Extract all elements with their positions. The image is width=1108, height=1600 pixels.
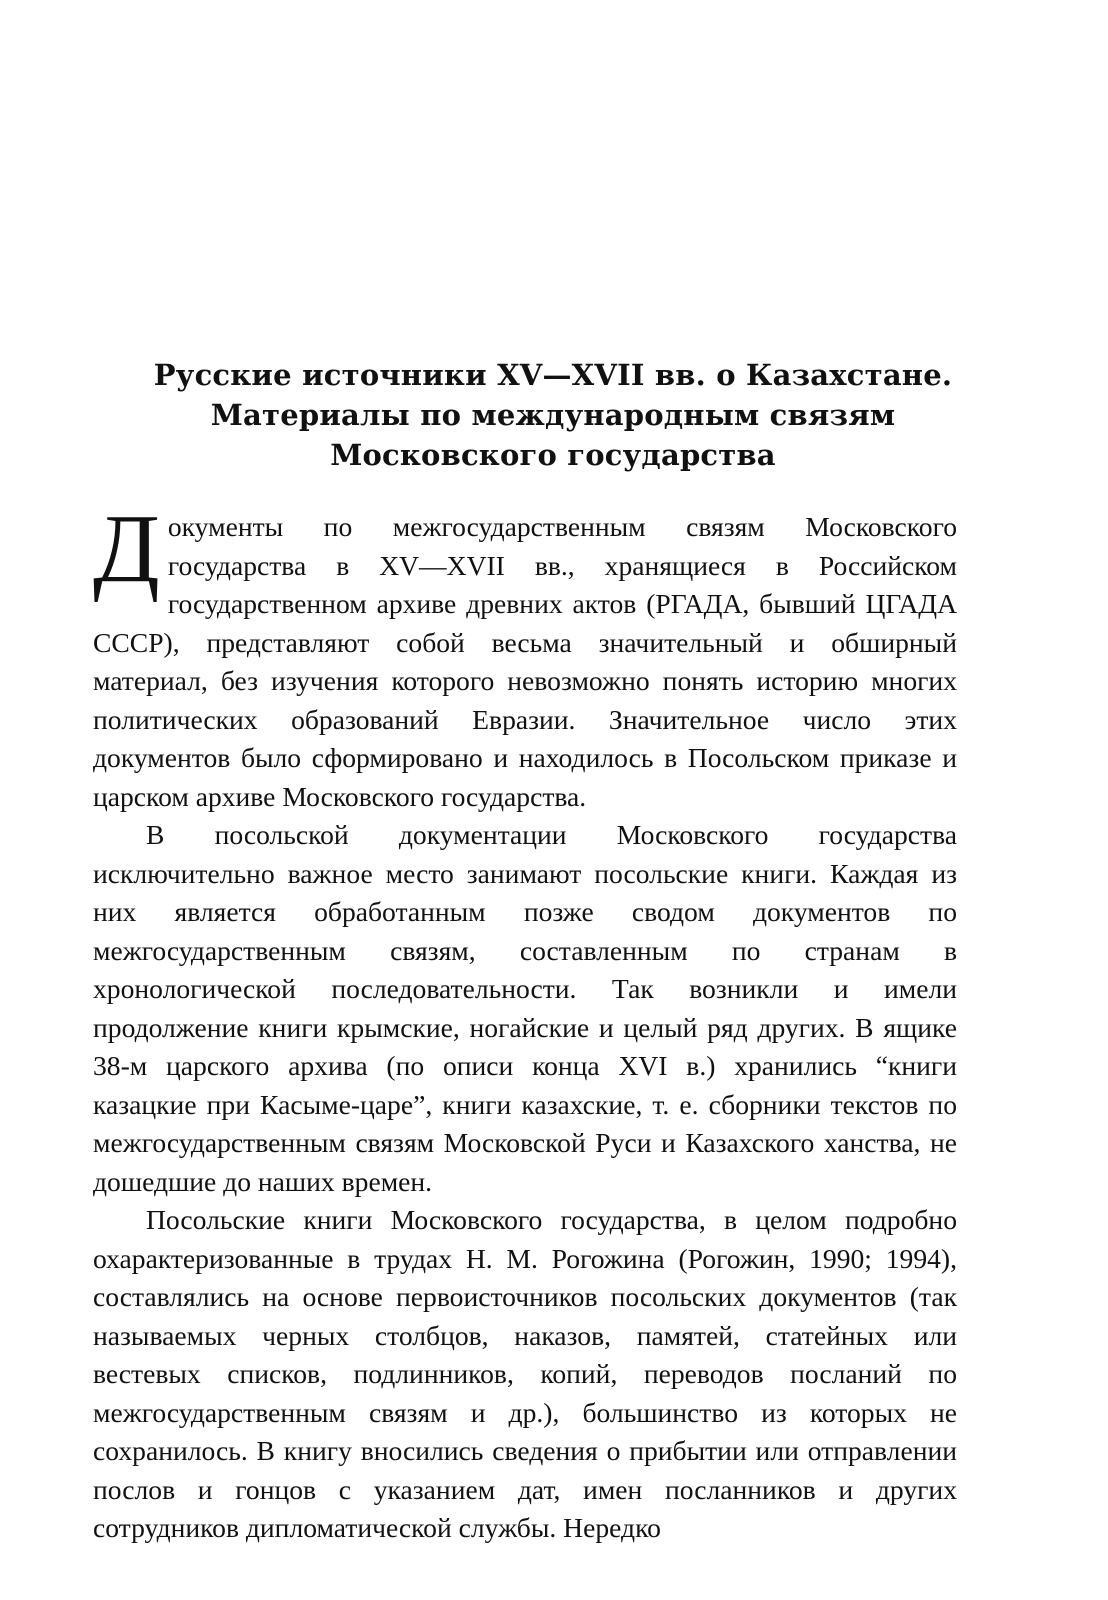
- heading-line-1: Русские источники XV—XVII вв. о Казахстане.: [153, 358, 953, 392]
- body-text: [93, 495, 957, 1548]
- paragraph-1-text: окументы по межгосударственным связям Московского государства в XV—XVII вв., хранящиеся в Российском государственном архиве древних актов (РГАДА, бывший ЦГАДА СССР), представляют собой весьма значительный и обширный материал, без изучения которого невозможно понять историю многих политических образований Евразии. Значительное число этих документов было сформировано и находилось в Посольском приказе и царском архиве Московского государства.: [93, 511, 957, 812]
- heading-line-2: Материалы по международным связям: [210, 398, 896, 432]
- drop-cap: Д: [93, 495, 160, 603]
- heading-line-3: Московского государства: [330, 438, 776, 472]
- paragraph-1: [93, 495, 957, 816]
- chapter-heading: [92, 355, 1014, 475]
- paragraph-3: Посольские книги Московского государства, в целом подробно охарактеризованные в трудах Н. М. Рогожина (Рогожин, 1990; 1994), составлялись на основе первоисточников посольских документов (так называемых черных столбцов, наказов, памятей, статейных или вестевых списков, подлинников, копий, переводов посланий по межгосударственным связям и др.), большинство из которых не сохранилось. В книгу вносились сведения о прибытии или отправлении послов и гонцов с указанием дат, имен посланников и других сотрудников дипломатической службы. Нередко: [93, 1204, 957, 1543]
- paragraph-2: В посольской документации Московского государства исключительно важное место занимают посольские книги. Каждая из них является обработанным позже сводом документов по межгосударственным связям, составленным по странам в хронологической последовательности. Так возникли и имели продолжение книги крымские, ногайские и целый ряд других. В ящике 38-м царского архива (по описи конца XVI в.) хранились “книги казацкие при Касыме-царе”, книги казахские, т. е. сборники текстов по межгосударственным связям Московской Руси и Казахского ханства, не дошедшие до наших времен.: [93, 819, 957, 1197]
